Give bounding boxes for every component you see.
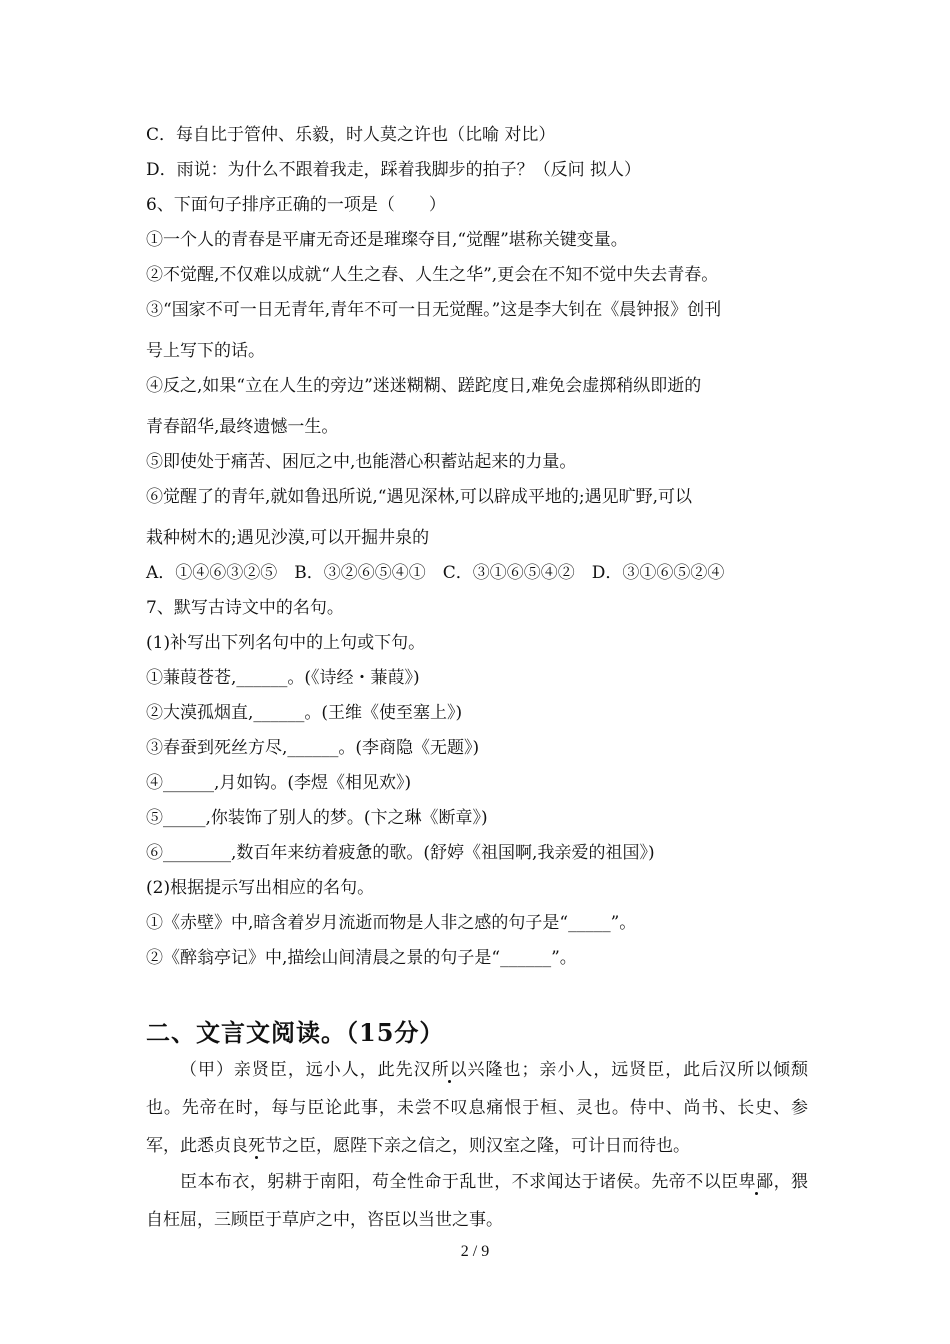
page-number: 2 / 9 (460, 1243, 490, 1260)
emphasized-word: 卑鄙 (738, 1172, 774, 1192)
sentence-6-part-1: ⑥觉醒了的青年,就如鲁迅所说,“遇见深林,可以辟成平地的;遇见旷野,可以 (146, 487, 693, 507)
prompt-item-2: ②《醉翁亭记》中,描绘山间清晨之景的句子是“______”。 (146, 948, 577, 968)
fill-item-2: ②大漠孤烟直,______。(王维《使至塞上》) (146, 703, 463, 723)
question-lines (146, 118, 806, 976)
question-6-title: 6、下面句子排序正确的一项是（ ） (146, 195, 446, 215)
sentence-4-part-1: ④反之,如果“立在人生的旁边”迷迷糊糊、蹉跎度日,难免会虚掷稍纵即逝的 (146, 376, 702, 396)
question-6-options: A．①④⑥③②⑤ B．③②⑥⑤④① C．③①⑥⑤④② D．③①⑥⑤②④ (146, 563, 725, 583)
fill-item-4: ④______,月如钩。(李煜《相见欢》) (146, 773, 412, 793)
option-c-line: C．每自比于管仲、乐毅，时人莫之许也（比喻 对比） (146, 125, 556, 145)
fill-item-3: ③春蚕到死丝方尽,______。(李商隐《无题》) (146, 738, 480, 758)
sentence-3-part-1: ③“国家不可一日无青年,青年不可一日无觉醒。”这是李大钊在《晨钟报》创刊 (146, 300, 722, 320)
sentence-4-part-2: 青春韶华,最终遗憾一生。 (146, 417, 339, 437)
fill-item-1: ①蒹葭苍苍,______。(《诗经・蒹葭》) (146, 668, 420, 688)
sentence-2: ②不觉醒,不仅难以成就“人生之春、人生之华”,更会在不知不觉中失去青春。 (146, 265, 719, 285)
passage-text: （甲）亲贤臣，远小人，此先汉 (180, 1060, 432, 1080)
question-7-title: 7、默写古诗文中的名句。 (146, 598, 344, 618)
sentence-3-part-2: 号上写下的话。 (146, 341, 265, 361)
passage-text: 兴隆也；亲小人，远贤臣，此后汉所以倾颓也。先帝在时，每与臣论此事，未尝不叹息痛恨于桓、灵也。侍中、尚书、长史、参军，此悉贞良 (146, 1060, 809, 1156)
section-heading: 二、文言文阅读。（15分） (146, 1018, 445, 1047)
passage-text: ，猥自枉屈，三顾臣于草庐之中，咨臣以当世之事。 (146, 1172, 809, 1230)
passage-paragraph-2 (146, 1163, 809, 1230)
sub-question-1-title: (1)补写出下列名句中的上句或下句。 (146, 633, 426, 653)
passage-text: 臣本布衣，躬耕于南阳，苟全性命于乱世，不求闻达于诸侯。先帝不以臣 (180, 1172, 739, 1192)
prompt-item-1: ①《赤壁》中,暗含着岁月流逝而物是人非之感的句子是“_____”。 (146, 913, 637, 933)
option-d-line: D．雨说：为什么不跟着我走，踩着我脚步的拍子？（反问 拟人） (146, 160, 642, 180)
emphasized-word: 所以 (431, 1060, 468, 1080)
emphasized-word: 死 (248, 1136, 265, 1156)
sentence-6-part-2: 栽种树木的;遇见沙漠,可以开掘井泉的 (146, 528, 430, 548)
fill-item-5: ⑤_____,你装饰了别人的梦。(卞之琳《断章》) (146, 808, 488, 828)
passage-paragraph-1 (146, 1051, 808, 1165)
sentence-5: ⑤即使处于痛苦、困厄之中,也能潜心积蓄站起来的力量。 (146, 452, 577, 472)
fill-item-6: ⑥________,数百年来纺着疲惫的歌。(舒婷《祖国啊,我亲爱的祖国》) (146, 843, 655, 863)
sub-question-2-title: (2)根据提示写出相应的名句。 (146, 878, 375, 898)
passage-text: 节之臣，愿陛下亲之信之，则汉室之隆，可计日而待也。 (265, 1136, 690, 1156)
sentence-1: ①一个人的青春是平庸无奇还是璀璨夺目,“觉醒”堪称关键变量。 (146, 230, 628, 250)
